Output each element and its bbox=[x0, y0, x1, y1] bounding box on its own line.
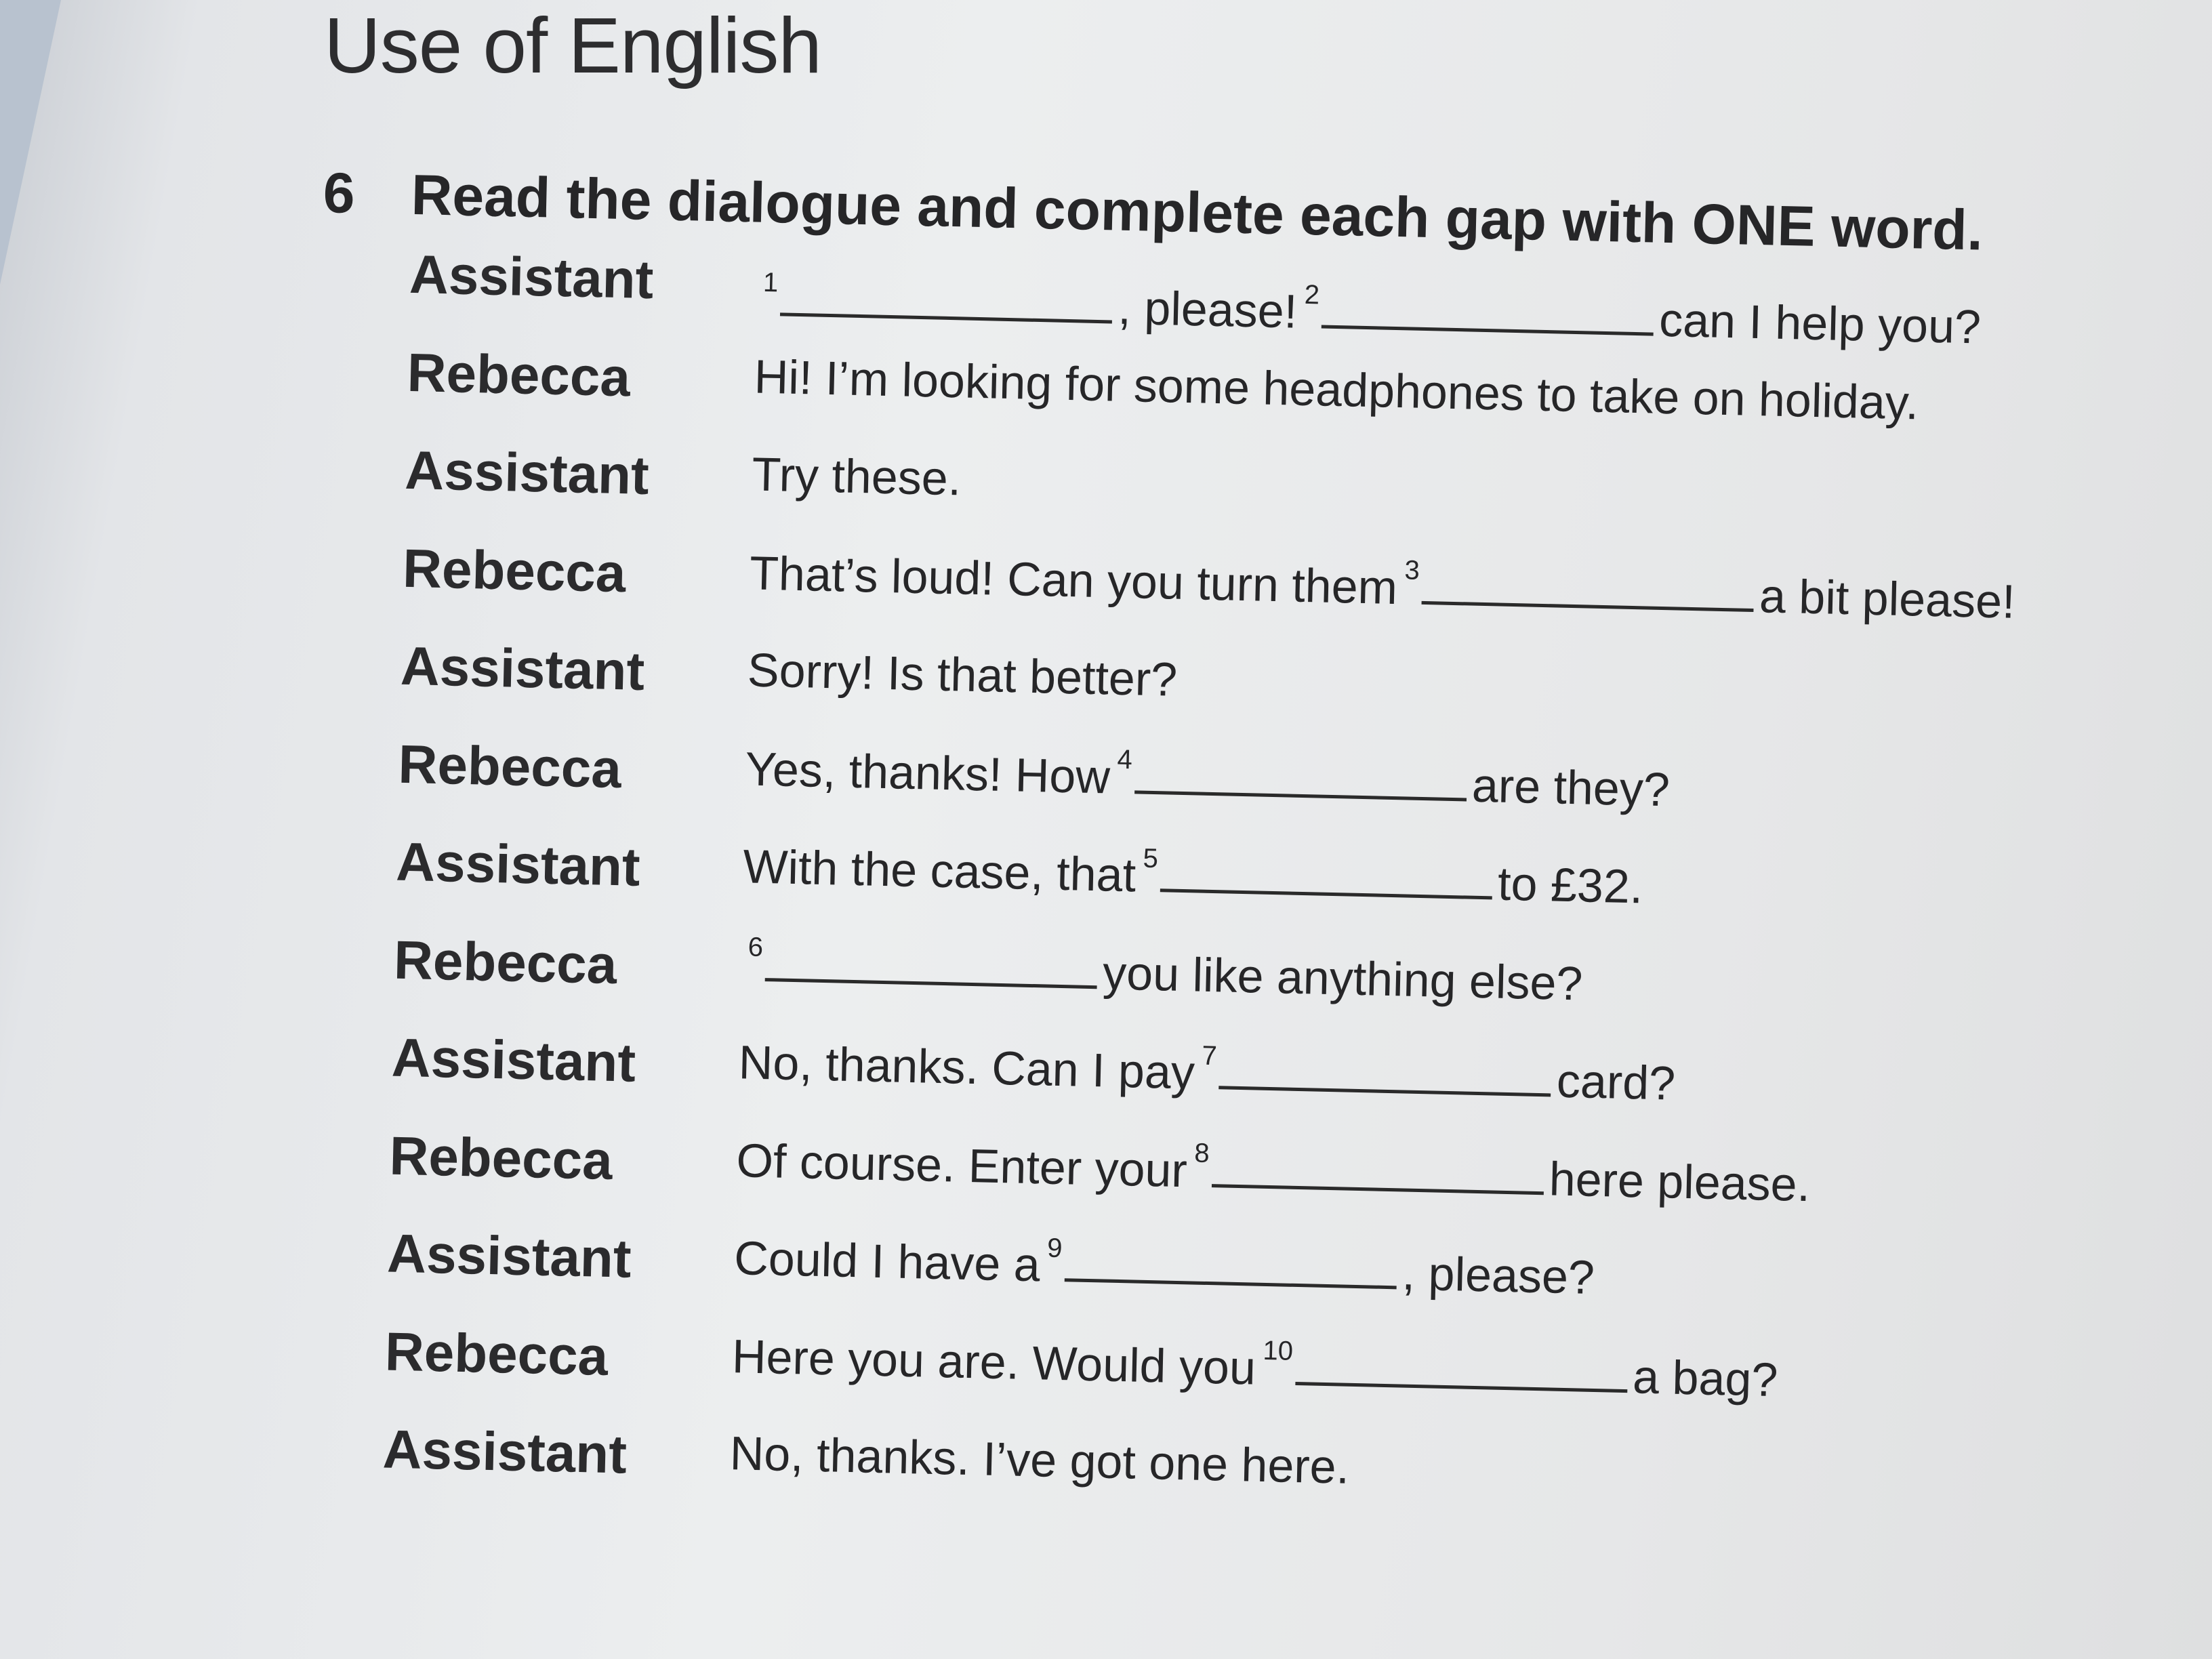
speaker-name: Assistant bbox=[400, 635, 646, 701]
speaker-name: Assistant bbox=[382, 1418, 628, 1485]
line-text: That’s loud! Can you turn them bbox=[749, 546, 1398, 614]
line-text: here please. bbox=[1549, 1151, 1811, 1211]
line-text: to £32. bbox=[1497, 857, 1644, 914]
speaker-name: Assistant bbox=[409, 243, 655, 310]
exercise-number: 6 bbox=[322, 160, 356, 226]
gap-number: 2 bbox=[1304, 279, 1320, 310]
answer-gap-7[interactable] bbox=[1219, 1045, 1552, 1097]
gap-number: 4 bbox=[1116, 744, 1133, 775]
instruction-text: Read the dialogue and complete each gap with ONE word. bbox=[410, 162, 1984, 262]
answer-gap-10[interactable] bbox=[1295, 1340, 1628, 1392]
answer-gap-3[interactable] bbox=[1422, 560, 1755, 611]
page-edge-shadow bbox=[0, 0, 61, 285]
line-text: Yes, thanks! How bbox=[744, 741, 1111, 804]
answer-gap-5[interactable] bbox=[1160, 848, 1493, 899]
section-title: Use of English bbox=[324, 1, 821, 89]
line-text: you like anything else? bbox=[1102, 945, 1584, 1010]
gap-number: 10 bbox=[1263, 1336, 1294, 1367]
speaker-name: Assistant bbox=[386, 1223, 632, 1289]
line-text: No, thanks. Can I pay bbox=[738, 1036, 1195, 1099]
dialogue bbox=[293, 241, 2016, 1552]
line-text: are they? bbox=[1471, 758, 1671, 816]
exercise-6 bbox=[293, 160, 2016, 1552]
speaker-name: Rebecca bbox=[393, 929, 618, 995]
dialogue-line bbox=[752, 447, 962, 506]
speaker-name: Assistant bbox=[404, 439, 650, 506]
speaker-name: Assistant bbox=[390, 1027, 637, 1093]
line-text: No, thanks. I’ve got one here. bbox=[729, 1427, 1350, 1494]
line-text: card? bbox=[1556, 1054, 1676, 1110]
line-text: a bag? bbox=[1632, 1349, 1779, 1406]
gap-number: 8 bbox=[1193, 1138, 1210, 1169]
line-text: , please? bbox=[1401, 1246, 1595, 1304]
line-text: a bit please! bbox=[1759, 569, 2016, 628]
gap-number: 7 bbox=[1201, 1040, 1218, 1071]
gap-number: 6 bbox=[747, 932, 764, 963]
line-text: , please! bbox=[1117, 281, 1298, 338]
speaker-name: Assistant bbox=[395, 831, 641, 897]
answer-gap-4[interactable] bbox=[1134, 750, 1467, 801]
speaker-name: Rebecca bbox=[388, 1125, 613, 1191]
dialogue-line bbox=[756, 267, 1982, 354]
line-text: Of course. Enter your bbox=[735, 1133, 1188, 1197]
line-text: Try these. bbox=[751, 447, 962, 506]
line-text: can I help you? bbox=[1658, 293, 1982, 354]
gap-number: 9 bbox=[1046, 1233, 1063, 1263]
line-text: Hi! I’m looking for some headphones to take on holiday. bbox=[754, 349, 1919, 429]
answer-gap-6[interactable] bbox=[765, 937, 1098, 989]
answer-gap-2[interactable] bbox=[1322, 284, 1654, 335]
speaker-name: Rebecca bbox=[397, 733, 622, 799]
line-text: Here you are. Would you bbox=[731, 1329, 1256, 1395]
gap-number: 1 bbox=[762, 267, 779, 298]
speaker-name: Rebecca bbox=[406, 342, 631, 407]
gap-number: 5 bbox=[1143, 843, 1159, 874]
answer-gap-9[interactable] bbox=[1064, 1237, 1397, 1289]
answer-gap-1[interactable] bbox=[780, 272, 1113, 323]
line-text: With the case, that bbox=[742, 840, 1136, 902]
speaker-name: Rebecca bbox=[402, 537, 627, 603]
line-text: Could I have a bbox=[733, 1231, 1041, 1292]
speaker-name: Rebecca bbox=[384, 1321, 609, 1387]
line-text: Sorry! Is that better? bbox=[747, 643, 1178, 706]
answer-gap-8[interactable] bbox=[1211, 1143, 1544, 1195]
gap-number: 3 bbox=[1404, 555, 1420, 586]
dialogue-line bbox=[747, 642, 1178, 706]
